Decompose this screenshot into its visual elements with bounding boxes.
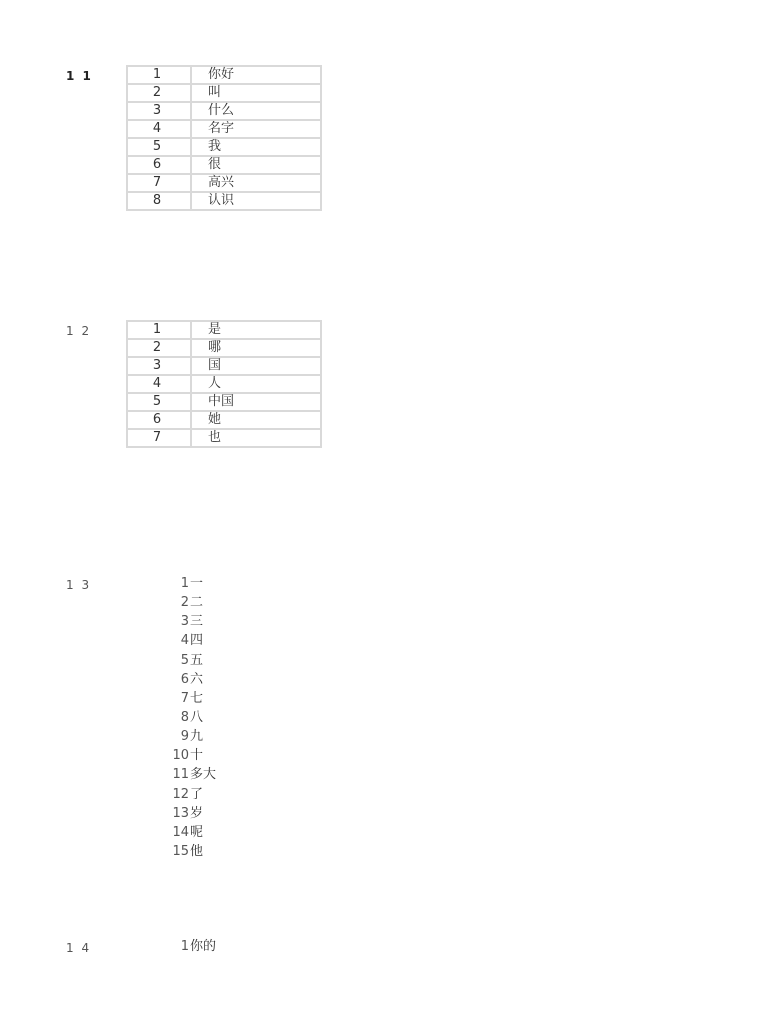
row-number: 1 xyxy=(127,321,191,339)
table-row xyxy=(127,411,321,429)
row-word: 也 xyxy=(191,429,321,447)
list-item xyxy=(165,708,216,727)
row-number: 7 xyxy=(127,429,191,447)
item-word: 九 xyxy=(190,729,204,745)
table-row xyxy=(127,66,321,84)
table-row xyxy=(127,84,321,102)
row-word: 很 xyxy=(191,156,321,174)
row-number: 3 xyxy=(127,102,191,120)
row-word: 是 xyxy=(191,321,321,339)
list-item xyxy=(165,804,216,823)
row-word: 中国 xyxy=(191,393,321,411)
item-word: 他 xyxy=(190,843,204,859)
item-number: 1 xyxy=(180,939,189,954)
list-item xyxy=(165,746,216,765)
vocab-list-1-3 xyxy=(165,574,216,861)
item-word: 四 xyxy=(190,633,204,649)
row-number: 1 xyxy=(127,66,191,84)
list-item xyxy=(165,574,216,593)
item-number: 9 xyxy=(180,729,189,745)
row-word: 什么 xyxy=(191,102,321,120)
vocab-table-1-2 xyxy=(126,320,322,448)
list-item xyxy=(165,785,216,804)
item-number: 6 xyxy=(180,671,189,687)
item-word: 七 xyxy=(190,690,204,706)
list-item xyxy=(165,651,216,670)
row-number: 3 xyxy=(127,357,191,375)
item-number: 2 xyxy=(180,595,189,611)
vocab-table-1-1 xyxy=(126,65,322,211)
list-item xyxy=(165,631,216,650)
item-word: 呢 xyxy=(190,824,204,840)
item-word: 五 xyxy=(190,652,204,668)
item-number: 5 xyxy=(180,652,189,668)
row-number: 4 xyxy=(127,120,191,138)
row-word: 高兴 xyxy=(191,174,321,192)
item-number: 14 xyxy=(172,824,189,840)
item-number: 8 xyxy=(180,709,189,725)
table-row xyxy=(127,429,321,447)
item-number: 11 xyxy=(172,767,189,783)
row-number: 6 xyxy=(127,411,191,429)
list-item xyxy=(165,593,216,612)
list-item xyxy=(165,765,216,784)
item-word: 一 xyxy=(190,576,204,591)
item-word: 岁 xyxy=(190,805,204,821)
table-row xyxy=(127,120,321,138)
list-item xyxy=(165,823,216,842)
item-word: 六 xyxy=(190,671,204,687)
item-word: 了 xyxy=(190,786,204,802)
row-word: 人 xyxy=(191,375,321,393)
row-number: 7 xyxy=(127,174,191,192)
section-label-1-4: 1 4 xyxy=(66,941,92,955)
list-item xyxy=(165,612,216,631)
section-label-1-3: 1 3 xyxy=(66,578,92,592)
item-number: 15 xyxy=(172,843,189,859)
row-number: 5 xyxy=(127,138,191,156)
table-row xyxy=(127,339,321,357)
table-row xyxy=(127,393,321,411)
table-row xyxy=(127,102,321,120)
table-row xyxy=(127,174,321,192)
list-item xyxy=(165,689,216,708)
row-word: 她 xyxy=(191,411,321,429)
table-row xyxy=(127,321,321,339)
row-number: 8 xyxy=(127,192,191,210)
row-number: 4 xyxy=(127,375,191,393)
list-item xyxy=(165,842,216,861)
item-word: 二 xyxy=(190,595,204,611)
row-word: 你好 xyxy=(191,66,321,84)
table-row xyxy=(127,138,321,156)
row-word: 认识 xyxy=(191,192,321,210)
item-number: 12 xyxy=(172,786,189,802)
list-item xyxy=(165,670,216,689)
item-number: 13 xyxy=(172,805,189,821)
row-word: 哪 xyxy=(191,339,321,357)
row-word: 名字 xyxy=(191,120,321,138)
table-row xyxy=(127,192,321,210)
item-word: 三 xyxy=(190,614,204,630)
row-word: 叫 xyxy=(191,84,321,102)
item-word: 八 xyxy=(190,709,204,725)
item-number: 4 xyxy=(180,633,189,649)
row-number: 2 xyxy=(127,339,191,357)
row-number: 2 xyxy=(127,84,191,102)
table-row xyxy=(127,375,321,393)
item-word: 十 xyxy=(190,748,204,764)
item-number: 10 xyxy=(172,748,189,764)
table-row xyxy=(127,357,321,375)
row-number: 5 xyxy=(127,393,191,411)
list-item xyxy=(165,727,216,746)
item-number: 7 xyxy=(180,690,189,706)
table-row xyxy=(127,156,321,174)
item-word: 你的 xyxy=(190,939,217,954)
row-number: 6 xyxy=(127,156,191,174)
list-item xyxy=(165,937,216,956)
vocab-list-1-4 xyxy=(165,937,216,956)
item-number: 1 xyxy=(180,576,189,591)
section-label-1-2: 1 2 xyxy=(66,324,92,338)
item-number: 3 xyxy=(180,614,189,630)
row-word: 我 xyxy=(191,138,321,156)
item-word: 多大 xyxy=(190,767,217,783)
section-label-1-1: 1 1 xyxy=(66,69,93,83)
row-word: 国 xyxy=(191,357,321,375)
